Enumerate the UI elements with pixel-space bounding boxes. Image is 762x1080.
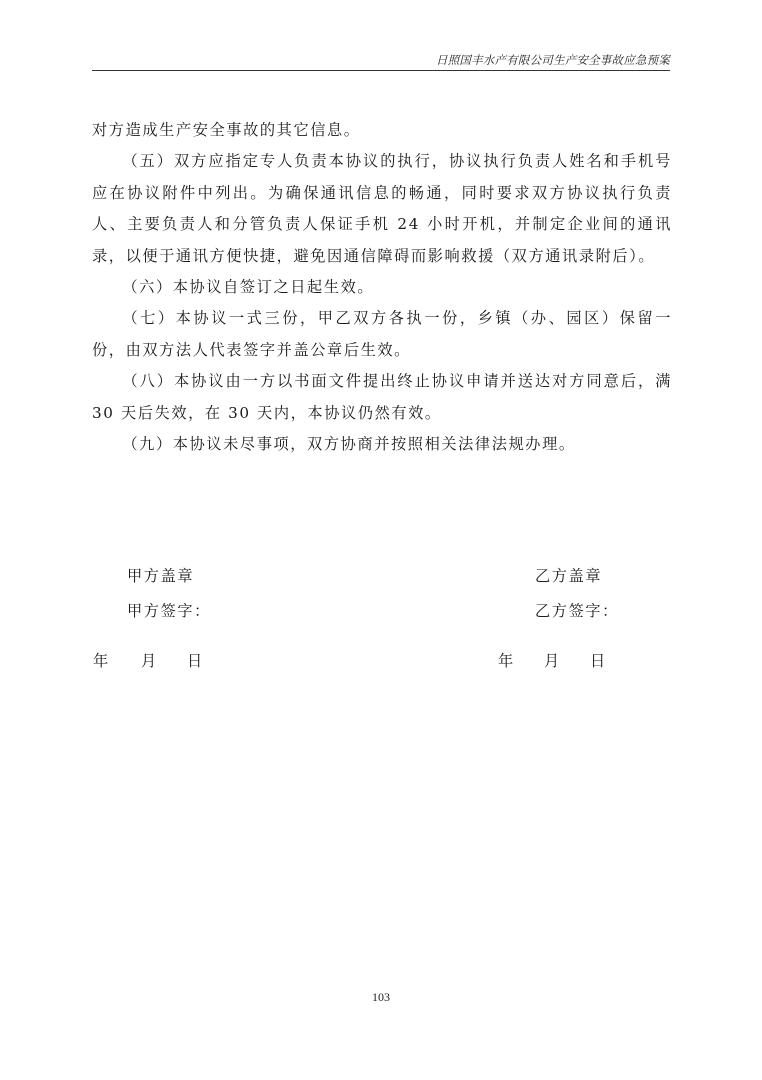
paragraph-clause-6: （六）本协议自签订之日起生效。 bbox=[122, 278, 375, 297]
party-b-sign-label: 乙方签字： bbox=[535, 602, 619, 620]
date-month-label: 月 bbox=[544, 652, 560, 670]
paragraph-continuation: 对方造成生产安全事故的其它信息。 bbox=[92, 121, 361, 139]
paragraph-clause-8: （八）本协议由一方以书面文件提出终止协议申请并送达对方同意后，满 30 天后失效，在 30 天内，本协议仍然有效。 bbox=[92, 372, 672, 422]
party-a-seal-label: 甲方盖章 bbox=[127, 567, 195, 585]
paragraph-clause-7: （七）本协议一式三份，甲乙双方各执一份，乡镇（办、园区）保留一份，由双方法人代表签字并盖公章后生效。 bbox=[92, 309, 672, 359]
party-a-sign-label: 甲方签字： bbox=[127, 602, 211, 620]
paragraph-clause-5: （五）双方应指定专人负责本协议的执行，协议执行负责人姓名和手机号应在协议附件中列出。为确保通讯信息的畅通，同时要求双方协议执行负责人、主要负责人和分管负责人保证手机 24 小时开机，并制定企业间的通讯录，以便于通讯方便快捷，避免因通信障碍而影响救援（双方通讯录附后）。 bbox=[92, 152, 672, 265]
header-divider bbox=[92, 70, 670, 71]
paragraph-clause-9: （九）本协议未尽事项，双方协商并按照相关法律法规办理。 bbox=[122, 435, 576, 454]
date-day-label: 日 bbox=[590, 652, 606, 670]
party-b-seal-label: 乙方盖章 bbox=[535, 567, 603, 585]
date-month-label: 月 bbox=[141, 652, 157, 670]
agreement-body bbox=[92, 115, 672, 460]
date-year-label: 年 bbox=[498, 652, 514, 670]
header-title: 日照国丰水产有限公司生产安全事故应急预案 bbox=[436, 53, 670, 67]
party-a-date bbox=[93, 650, 202, 671]
date-year-label: 年 bbox=[93, 652, 109, 670]
date-day-label: 日 bbox=[187, 652, 203, 670]
page-number: 103 bbox=[372, 990, 390, 1004]
party-b-date bbox=[498, 650, 605, 671]
